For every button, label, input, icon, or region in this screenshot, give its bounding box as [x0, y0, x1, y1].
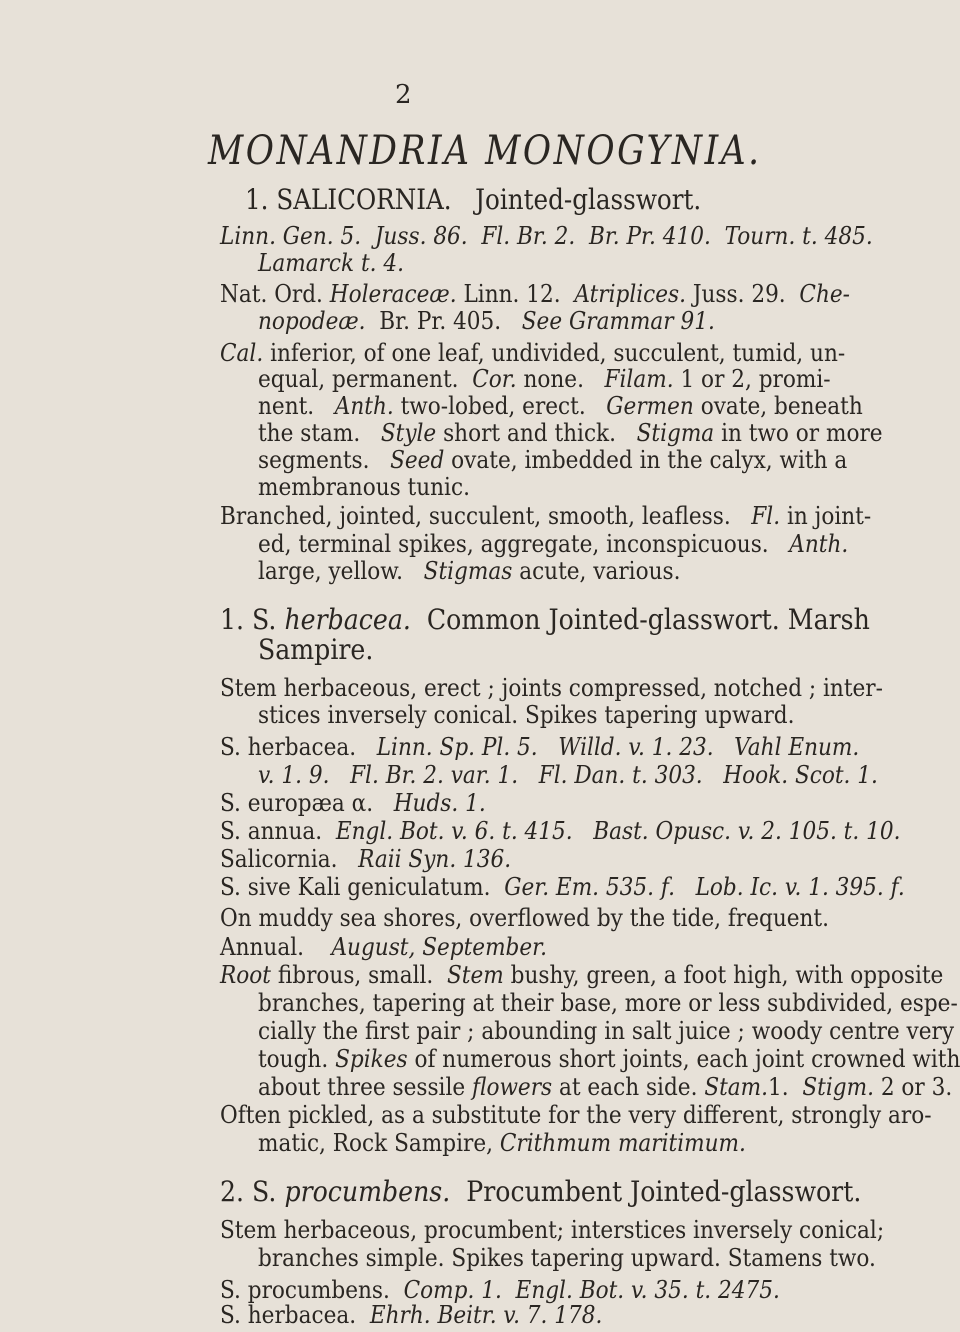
page-number: 2 [395, 80, 412, 110]
species-1-duration: Annual. August, September. [220, 933, 547, 961]
character-line-2: equal, permanent. Cor. none. Filam. 1 or 2, promi- [258, 365, 831, 393]
species-1-synonym-line-5: Salicornia. Raii Syn. 136. [220, 845, 512, 873]
species-1-notes-line-5: about three sessile flowers at each side. Stam.1. Stigm. 2 or 3. [258, 1073, 953, 1101]
species-1-heading: 1. S. herbacea. Common Jointed-glasswort. Marsh [220, 603, 870, 636]
character-line-1: Cal. inferior, of one leaf, undivided, succulent, tumid, un- [220, 339, 846, 367]
habit-line-1: Branched, jointed, succulent, smooth, leafless. Fl. in joint- [220, 502, 872, 530]
page-title: MONANDRIA MONOGYNIA. [208, 128, 762, 174]
character-line-3: nent. Anth. two-lobed, erect. Germen ovate, beneath [258, 392, 863, 420]
species-1-synonym-line-1: S. herbacea. Linn. Sp. Pl. 5. Willd. v. 1. 23. Vahl Enum. [220, 733, 860, 761]
character-line-6: membranous tunic. [258, 473, 470, 501]
nat-ord-line-2: nopodeæ. Br. Pr. 405. See Grammar 91. [258, 307, 715, 335]
habit-line-2: ed, terminal spikes, aggregate, inconspicuous. Anth. [258, 530, 849, 558]
species-1-heading-cont: Sampire. [258, 633, 374, 666]
species-1-synonym-line-4: S. annua. Engl. Bot. v. 6. t. 415. Bast. Opusc. v. 2. 105. t. 10. [220, 817, 901, 845]
character-line-5: segments. Seed ovate, imbedded in the calyx, with a [258, 446, 848, 474]
species-2-description-line-1: Stem herbaceous, procumbent; interstices inversely conical; [220, 1216, 885, 1244]
nat-ord-line-1: Nat. Ord. Holeraceæ. Linn. 12. Atriplices. Juss. 29. Che- [220, 280, 850, 308]
species-1-notes-line-6: Often pickled, as a substitute for the very different, strongly aro- [220, 1101, 932, 1129]
species-2-synonym-line-1: S. procumbens. Comp. 1. Engl. Bot. v. 35. t. 2475. [220, 1276, 780, 1304]
species-2-heading: 2. S. procumbens. Procumbent Jointed-glasswort. [220, 1175, 862, 1208]
genus-heading: 1. SALICORNIA. Jointed-glasswort. [245, 183, 702, 216]
species-1-notes-line-7: matic, Rock Sampire, Crithmum maritimum. [258, 1129, 746, 1157]
character-line-4: the stam. Style short and thick. Stigma in two or more [258, 419, 883, 447]
species-1-description-line-2: stices inversely conical. Spikes tapering upward. [258, 701, 795, 729]
species-1-synonym-line-2: v. 1. 9. Fl. Br. 2. var. 1. Fl. Dan. t. 303. Hook. Scot. 1. [258, 761, 878, 789]
genus-refs-line-2: Lamarck t. 4. [258, 249, 404, 277]
genus-refs-line-1: Linn. Gen. 5. Juss. 86. Fl. Br. 2. Br. Pr. 410. Tourn. t. 485. [220, 222, 873, 250]
species-2-synonym-line-2: S. herbacea. Ehrh. Beitr. v. 7. 178. [220, 1301, 603, 1329]
species-1-notes-line-4: tough. Spikes of numerous short joints, each joint crowned with [258, 1045, 960, 1073]
species-2-description-line-2: branches simple. Spikes tapering upward. Stamens two. [258, 1244, 876, 1272]
species-1-notes-line-1: Root fibrous, small. Stem bushy, green, a foot high, with opposite [220, 961, 944, 989]
habit-line-3: large, yellow. Stigmas acute, various. [258, 557, 681, 585]
species-1-habitat: On muddy sea shores, overflowed by the tide, frequent. [220, 904, 829, 932]
species-1-description-line-1: Stem herbaceous, erect ; joints compressed, notched ; inter- [220, 674, 883, 702]
species-1-notes-line-2: branches, tapering at their base, more or less subdivided, espe- [258, 989, 958, 1017]
species-1-synonym-line-3: S. europæa α. Huds. 1. [220, 789, 486, 817]
species-1-notes-line-3: cially the first pair ; abounding in salt juice ; woody centre very [258, 1017, 955, 1045]
species-1-synonym-line-6: S. sive Kali geniculatum. Ger. Em. 535. f. Lob. Ic. v. 1. 395. f. [220, 873, 905, 901]
